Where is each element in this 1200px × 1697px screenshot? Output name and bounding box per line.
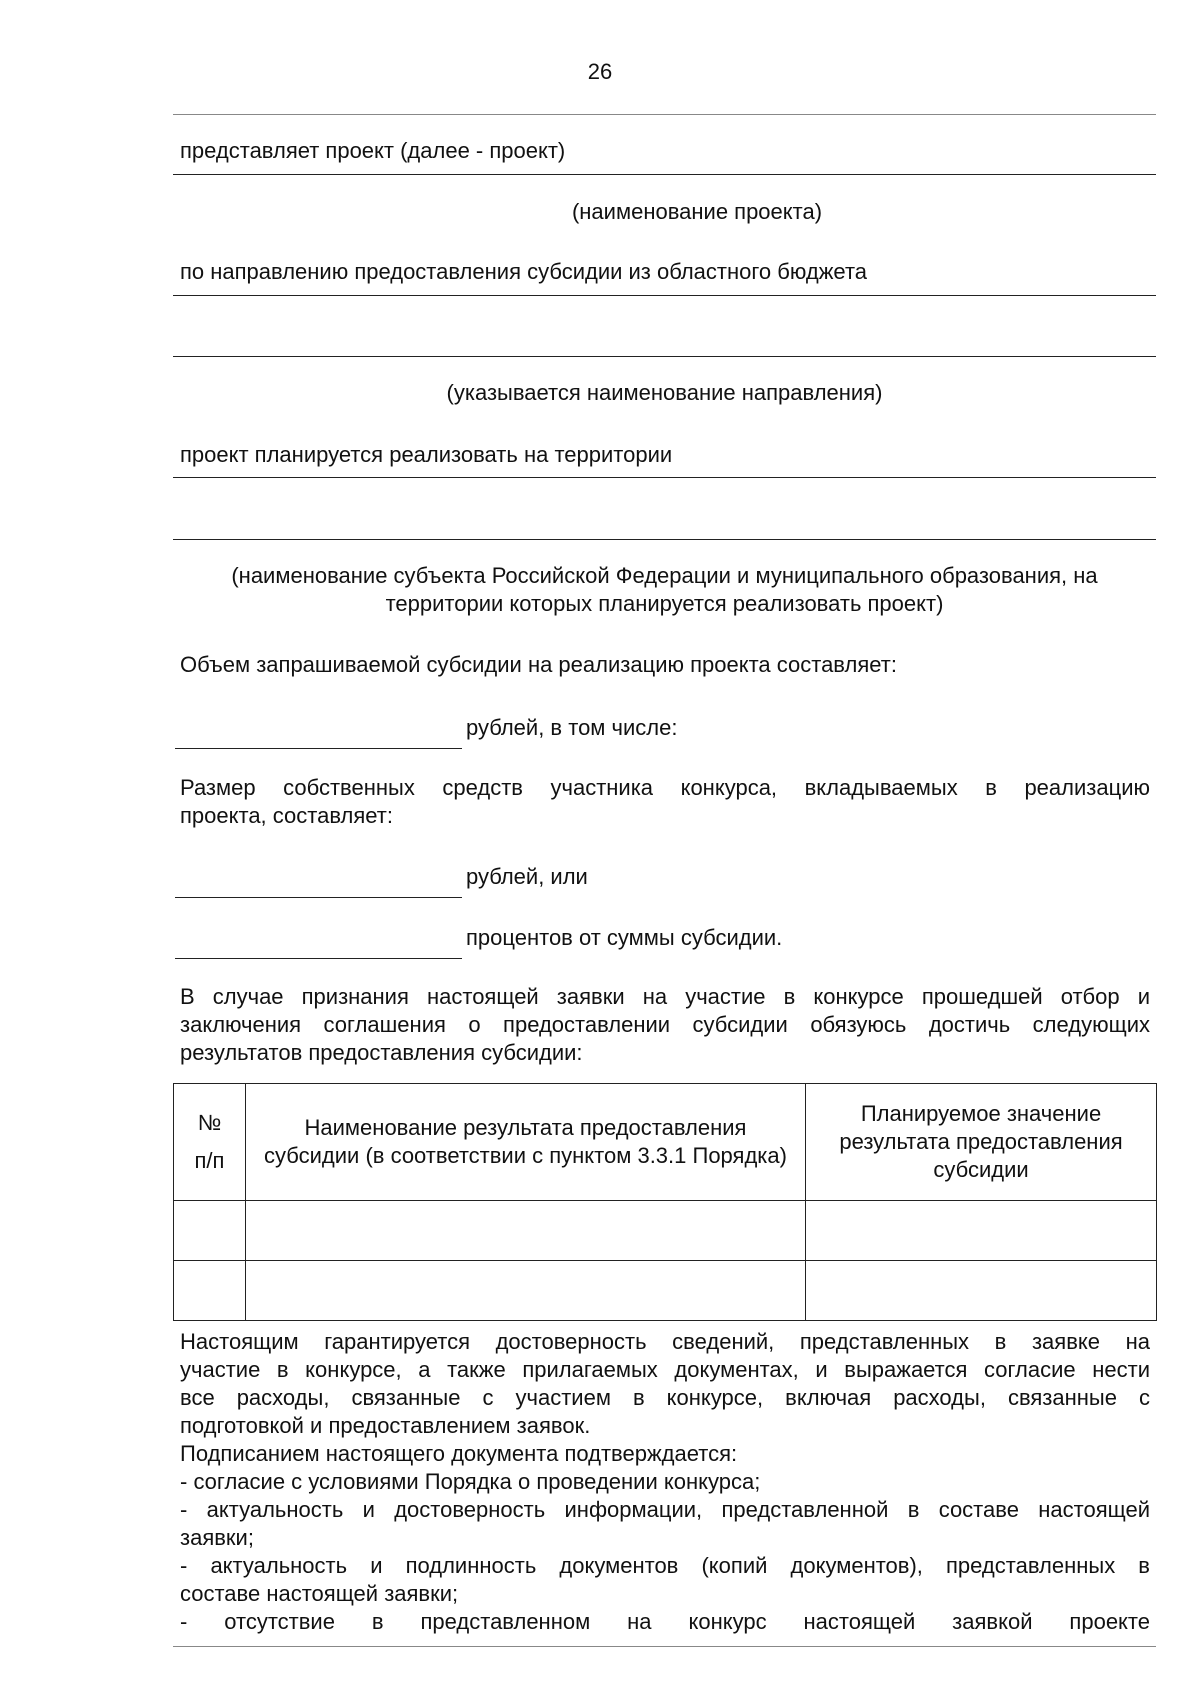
table-cell[interactable] [246,1261,806,1321]
header-num-pp: п/п [194,1148,225,1173]
territory-line: проект планируется реализовать на территории [180,442,673,467]
header-num-sign: № [197,1110,222,1135]
bullet-3b: составе настоящей заявки; [180,1581,459,1606]
subsidy-amount-rule [175,748,462,749]
territory-rule-2 [173,539,1156,540]
bullet-2b: заявки; [180,1525,254,1550]
bullet-1: - согласие с условиями Порядка о проведении конкурса; [180,1469,761,1494]
subsidy-volume-line: Объем запрашиваемой субсидии на реализацию проекта составляет: [180,652,897,677]
header-divider [173,114,1156,115]
rubles-incl-text: рублей, в том числе: [466,715,678,740]
results-table [173,1083,1157,1321]
direction-rule-2 [173,356,1156,357]
table-cell[interactable] [246,1201,806,1261]
caption-direction: (указывается наименование направления) [446,380,883,405]
direction-line: по направлению предоставления субсидии из областного бюджета [180,259,868,284]
own-funds-line-2: проекта, составляет: [180,803,393,828]
guarantee-line-3: все расходы, связанные с участием в конкурсе, включая расходы, связанные с [180,1385,1150,1410]
caption-project-name: (наименование проекта) [571,199,823,224]
bullet-4: - отсутствие в представленном на конкурс настоящей заявкой проекте [180,1609,1150,1634]
bullet-2a: - актуальность и достоверность информации, представленной в составе настоящей [180,1497,1150,1522]
territory-rule-1 [173,477,1156,478]
rubles-or-text: рублей, или [466,864,588,889]
percent-text: процентов от суммы субсидии. [466,925,783,950]
caption-territory-1: (наименование субъекта Российской Федерации и муниципального образования, на [231,563,1098,588]
results-table-header [174,1084,1157,1201]
guarantee-line-1: Настоящим гарантируется достоверность сведений, представленных в заявке на [180,1329,1150,1354]
guarantee-line-4: подготовкой и предоставлением заявок. [180,1413,591,1438]
header-result-name: Наименование результата предоставления субсидии (в соответствии с пунктом 3.3.1 Порядка) [246,1084,806,1201]
bullet-3a: - актуальность и подлинность документов (копий документов), представленных в [180,1553,1150,1578]
direction-rule-1 [173,295,1156,296]
project-intro-line: представляет проект (далее - проект) [180,138,566,163]
table-cell[interactable] [806,1201,1157,1261]
confirm-intro: Подписанием настоящего документа подтверждается: [180,1441,738,1466]
table-cell[interactable] [174,1201,246,1261]
percent-amount-rule [175,958,462,959]
own-funds-line-1: Размер собственных средств участника конкурса, вкладываемых в реализацию [180,775,1150,800]
footer-divider [173,1646,1156,1647]
table-row [174,1201,1157,1261]
table-cell[interactable] [806,1261,1157,1321]
header-planned-value: Планируемое значение результата предоставления субсидии [806,1084,1157,1201]
obligation-line-1: В случае признания настоящей заявки на участие в конкурсе прошедшей отбор и [180,984,1150,1009]
table-cell[interactable] [174,1261,246,1321]
obligation-line-2: заключения соглашения о предоставлении субсидии обязуюсь достичь следующих [180,1012,1150,1037]
guarantee-line-2: участие в конкурсе, а также прилагаемых документах, и выражается согласие нести [180,1357,1150,1382]
obligation-line-3: результатов предоставления субсидии: [180,1040,583,1065]
page-number: 26 [587,59,613,84]
table-row [174,1261,1157,1321]
caption-territory-2: территории которых планируется реализовать проект) [385,591,944,616]
project-name-rule [173,174,1156,175]
own-funds-amount-rule [175,897,462,898]
header-num-cell [174,1084,246,1201]
